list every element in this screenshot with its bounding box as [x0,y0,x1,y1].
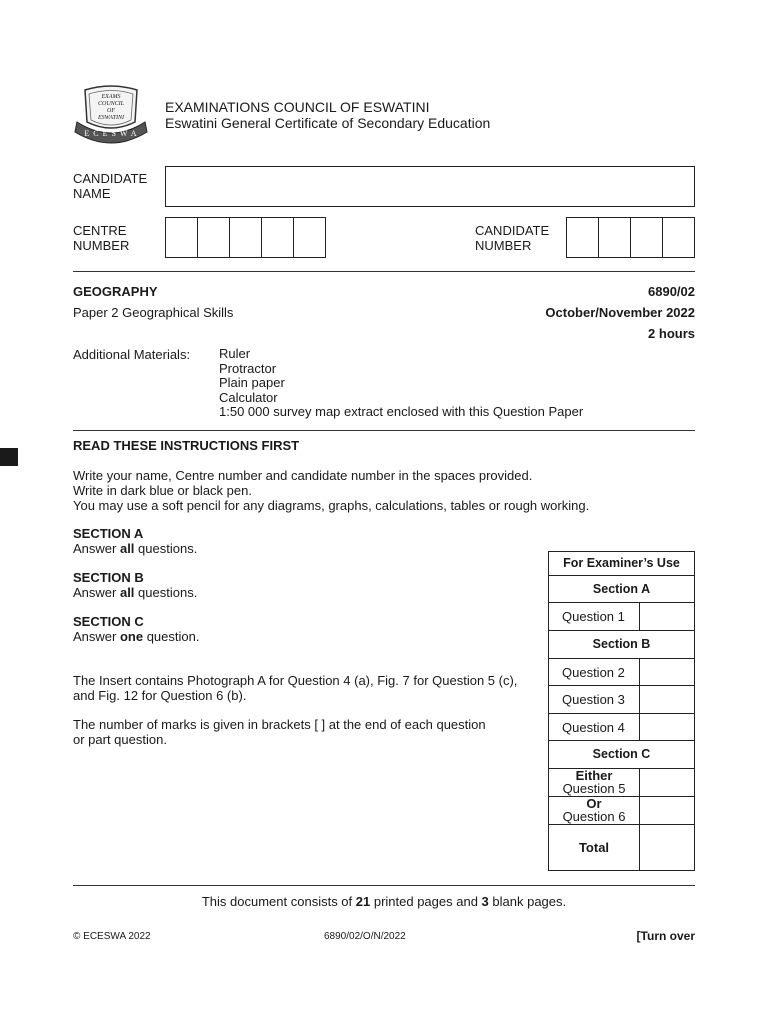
digit-divider [229,218,230,257]
question-6-row: Or Question 6 [549,796,694,824]
logo-line-1: EXAMS [101,94,121,100]
marks-note: The number of marks is given in brackets [ ] at the end of each question or part question. [73,717,486,747]
section-a-row: Section A [549,575,694,602]
centre-number-label: CENTRE NUMBER [73,223,130,253]
question-3-row: Question 3 [549,685,694,713]
centre-number-field[interactable] [165,217,326,258]
examiner-heading-row: For Examiner’s Use [563,556,680,570]
divider [73,430,695,431]
total-row: Total [549,824,694,870]
section-c-instruction: SECTION C Answer one question. [73,614,200,644]
total-mark-cell [639,825,694,870]
copyright: © ECESWA 2022 [73,931,151,942]
material-item: Calculator [219,389,278,405]
digit-divider [261,218,262,257]
certificate-title: Eswatini General Certificate of Secondary Education [165,115,491,131]
question-5-mark-cell [639,769,694,796]
candidate-name-label: CANDIDATE NAME [73,171,148,201]
materials-list [219,347,583,420]
paper-reference: 6890/02/O/N/2022 [324,931,406,942]
divider [73,885,695,886]
divider [73,271,695,272]
paper-title: Paper 2 Geographical Skills [73,305,234,320]
question-4-mark-cell [639,714,694,740]
question-1-row: Question 1 [549,602,694,630]
question-1-mark-cell [639,603,694,630]
section-c-row: Section C [549,740,694,768]
materials-label: Additional Materials: [73,347,191,362]
logo-line-4: ESWATINI [97,115,125,121]
instruction-line: Write your name, Centre number and candidate number in the spaces provided. [73,468,533,483]
digit-divider [598,218,599,257]
logo-line-2: COUNCIL [97,101,124,107]
digit-divider [662,218,663,257]
section-b-row: Section B [549,630,694,658]
material-item: Protractor [219,360,277,376]
exam-session: October/November 2022 [545,305,695,320]
digit-divider [293,218,294,257]
instructions-list [73,468,589,513]
material-item: 1:50 000 survey map extract enclosed with this Question Paper [219,404,584,419]
logo-line-3: OF [107,108,115,114]
question-2-mark-cell [639,659,694,685]
paper-code: 6890/02 [648,284,695,299]
question-6-mark-cell [639,797,694,824]
question-2-row: Question 2 [549,658,694,685]
digit-divider [197,218,198,257]
turn-over: [Turn over [636,929,695,943]
page-count-note: This document consists of 21 printed pages and 3 blank pages. [201,894,567,909]
side-marker [0,448,18,466]
subject-title: GEOGRAPHY [73,284,158,299]
question-3-mark-cell [639,686,694,713]
section-a-instruction: SECTION A Answer all questions. [73,526,198,556]
examiner-use-table [548,551,695,871]
instructions-heading: READ THESE INSTRUCTIONS FIRST [73,438,300,453]
council-name: EXAMINATIONS COUNCIL OF ESWATINI [165,99,430,115]
insert-note: The Insert contains Photograph A for Question 4 (a), Fig. 7 for Question 5 (c), and Fig. 12 for Question 6 (b). [73,673,518,703]
candidate-name-field[interactable] [165,166,695,207]
material-item: Plain paper [219,375,285,390]
candidate-number-field[interactable] [566,217,695,258]
material-item: Ruler [219,346,251,361]
eceswa-logo [73,82,149,150]
candidate-number-label: CANDIDATE NUMBER [475,223,550,253]
section-b-instruction: SECTION B Answer all questions. [73,570,198,600]
question-5-row: Either Question 5 [549,768,694,796]
instruction-line: Write in dark blue or black pen. [73,483,252,498]
exam-duration: 2 hours [648,326,695,341]
logo-banner-text: E C E S W A [84,129,138,138]
question-4-row: Question 4 [549,713,694,740]
instruction-line: You may use a soft pencil for any diagrams, graphs, calculations, tables or rough working. [73,498,590,513]
digit-divider [630,218,631,257]
